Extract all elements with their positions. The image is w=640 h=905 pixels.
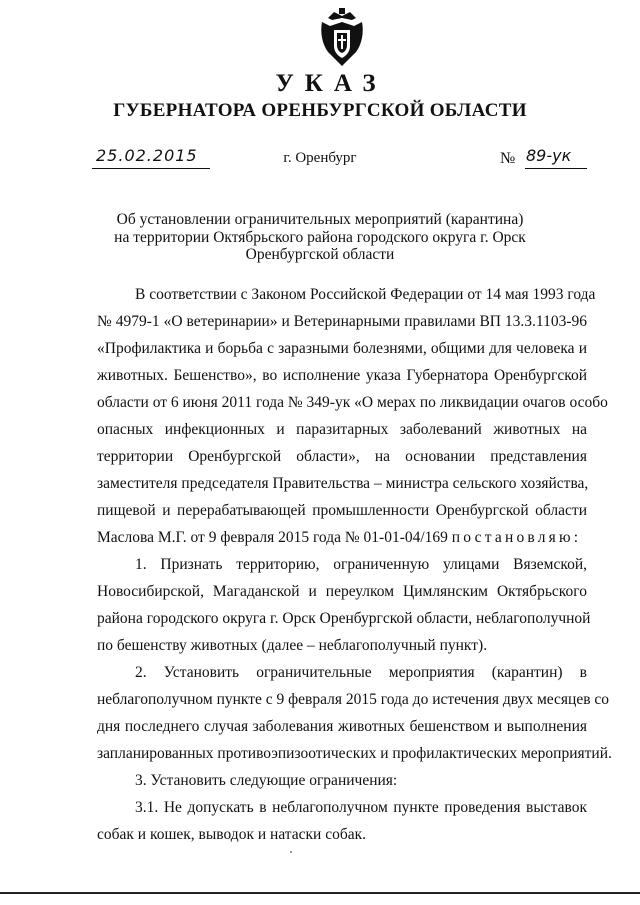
number-underline xyxy=(525,168,587,169)
body-line: В соответствии с Законом Российской Федерации от 14 мая 1993 года xyxy=(135,286,596,303)
body-line: пищевой и перерабатывающей промышленности Оренбургской области xyxy=(97,502,587,519)
item3-1-line: 3.1. Не допускать в неблагополучном пункте проведения выставок xyxy=(135,799,587,816)
number-label: № xyxy=(500,150,516,167)
body-line-text: Маслова М.Г. от 9 февраля 2015 года № 01-01-04/169 xyxy=(97,529,448,546)
body-line: опасных инфекционных и паразитарных заболеваний животных на xyxy=(97,421,587,438)
document-city: г. Оренбург xyxy=(283,150,357,166)
document-date: 25.02.2015 xyxy=(96,146,198,165)
scan-speck xyxy=(290,851,292,853)
document-subtitle: ГУБЕРНАТОРА ОРЕНБУРГСКОЙ ОБЛАСТИ xyxy=(113,100,527,121)
coat-of-arms-icon xyxy=(318,8,366,68)
heading-line: Оренбургской области xyxy=(245,246,395,263)
item1-line: района городского округа г. Орск Оренбургской области, неблагополучной xyxy=(97,610,591,627)
date-underline xyxy=(92,168,210,169)
heading-line: на территории Октябрьского района городского округа г. Орск xyxy=(114,228,526,246)
document-meta xyxy=(0,146,640,176)
document-number: 89-ук xyxy=(526,146,572,165)
body-line: территории Оренбургской области», на основании представления xyxy=(97,448,587,465)
page-bottom-edge xyxy=(0,892,640,894)
item2-line: запланированных противоэпизоотических и профилактических мероприятий. xyxy=(97,745,612,762)
body-line: № 4979-1 «О ветеринарии» и Ветеринарными правилами ВП 13.3.1103-96 xyxy=(97,313,587,330)
item1-line: Новосибирской, Магаданской и переулком Цимлянским Октябрьского xyxy=(97,583,587,600)
item2-line: дня последнего случая заболевания животных бешенством и выполнения xyxy=(97,718,587,735)
body-line: животных. Бешенство», во исполнение указа Губернатора Оренбургской xyxy=(97,367,587,384)
item2-line: неблагополучном пункте с 9 февраля 2015 года до истечения двух месяцев со xyxy=(97,691,610,708)
body-line: заместителя председателя Правительства – министра сельского хозяйства, xyxy=(97,475,589,492)
decree-word: постановляю: xyxy=(451,529,582,546)
item2-line: 2. Установить ограничительные мероприятия (карантин) в xyxy=(135,664,587,681)
item1-line: 1. Признать территорию, ограниченную улицами Вяземской, xyxy=(135,556,587,573)
item3-1-line: собак и кошек, выводок и натаски собак. xyxy=(97,826,367,843)
heading-line: Об установлении ограничительных мероприятий (карантина) xyxy=(116,211,524,228)
body-line: области от 6 июня 2011 года № 349-ук «О мерах по ликвидации очагов особо xyxy=(97,394,608,411)
item3-line: 3. Установить следующие ограничения: xyxy=(135,772,398,789)
document-heading xyxy=(0,211,640,264)
item1-line: по бешенству животных (далее – неблагополучный пункт). xyxy=(97,637,488,654)
document-title: УКАЗ xyxy=(275,70,387,97)
body-line xyxy=(97,529,587,547)
body-line: «Профилактика и борьба с заразными болезнями, общими для человека и xyxy=(97,340,587,357)
